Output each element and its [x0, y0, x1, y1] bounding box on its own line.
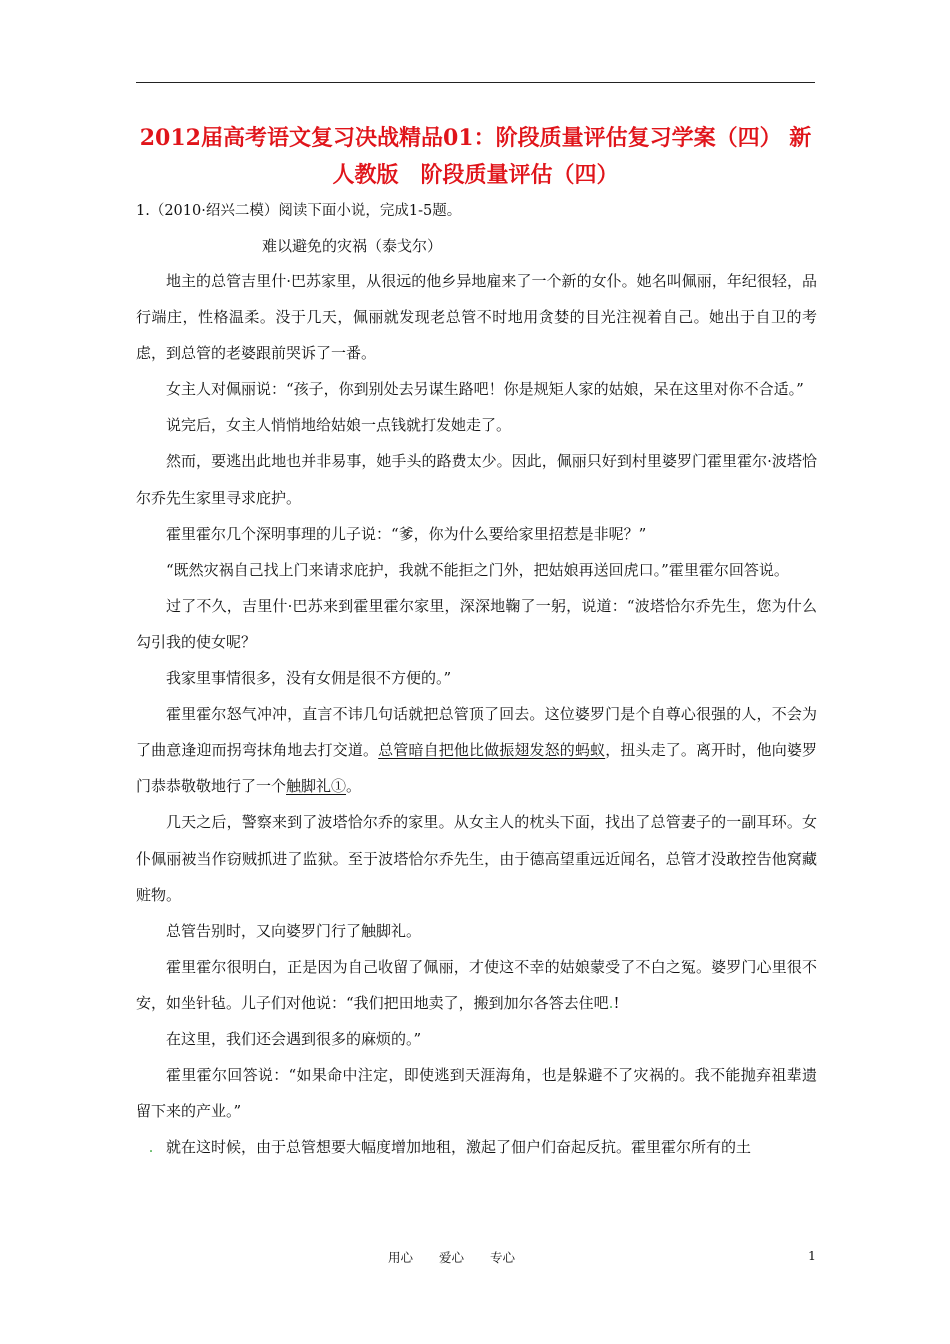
paragraph: “既然灾祸自己找上门来请求庇护，我就不能拒之门外，把姑娘再送回虎口。”霍里霍尔回答说。 — [166, 560, 789, 579]
green-dot-mark: . — [608, 993, 614, 1012]
paragraph — [136, 1129, 817, 1165]
story-title: 难以避免的灾祸（泰戈尔） — [262, 237, 443, 255]
paragraph — [136, 949, 817, 1021]
paragraph-text: 。 — [346, 777, 362, 796]
footer-motto-item: 专心 — [490, 1250, 516, 1265]
footer-motto-item: 用心 — [388, 1250, 414, 1265]
footer-motto-item: 爱心 — [439, 1250, 465, 1265]
paragraph: 霍里霍尔几个深明事理的儿子说：“爹，你为什么要给家里招惹是非呢？” — [166, 524, 647, 543]
paragraph: 在这里，我们还会遇到很多的麻烦的。” — [166, 1029, 422, 1048]
story-body — [136, 263, 817, 1165]
paragraph-text: 霍里霍尔很明白，正是因为自己收留了佩丽，才使这不幸的姑娘蒙受了不白之冤。婆罗门心里很不安，如坐针毡。儿子们对他说：“我们把田地卖了，搬到加尔各答去住吧 — [136, 957, 817, 1012]
footer-motto — [388, 1248, 541, 1266]
paragraph: 我家里事情很多，没有女佣是很不方便的。” — [166, 669, 452, 688]
green-dot-mark: . — [148, 1138, 154, 1157]
header-rule — [136, 82, 815, 83]
underlined-footnote-term: 触脚礼① — [286, 777, 347, 796]
paragraph: 霍里霍尔回答说：“如果命中注定，即使逃到天涯海角，也是躲避不了灾祸的。我不能抛弃祖辈遗留下来的产业。” — [136, 1066, 817, 1121]
paragraph: 女主人对佩丽说：“孩子，你到别处去另谋生路吧！你是规矩人家的姑娘，呆在这里对你不合适。” — [166, 380, 804, 399]
paragraph: 过了不久，吉里什·巴苏来到霍里霍尔家里，深深地鞠了一躬，说道：“波塔恰尔乔先生，您为什么勾引我的使女呢？ — [136, 596, 817, 651]
question-instruction: 1.（2010·绍兴二模）阅读下面小说，完成1-5题。 — [136, 203, 462, 219]
paragraph: 地主的总管吉里什·巴苏家里，从很远的他乡异地雇来了一个新的女仆。她名叫佩丽，年纪很轻，品行端庄，性格温柔。没于几天，佩丽就发现老总管不时地用贪婪的目光注视着自己。她出于自卫的考虑，到总管的老婆跟前哭诉了一番。 — [136, 272, 817, 363]
paragraph-underlined — [136, 696, 817, 804]
paragraph: 说完后，女主人悄悄地给姑娘一点钱就打发她走了。 — [166, 416, 512, 435]
paragraph-text: 霍里霍尔怒气冲冲，直言不讳几句话就把总管顶了回去。这位婆罗门是个自尊心很强的人，不会为了曲意逢迎而拐弯抹角地去打交道。 — [136, 705, 817, 760]
page-footer — [0, 1248, 950, 1268]
paragraph: 然而，要逃出此地也并非易事，她手头的路费太少。因此，佩丽只好到村里婆罗门霍里霍尔·波塔恰尔乔先生家里寻求庇护。 — [136, 452, 817, 507]
paragraph: 总管告别时，又向婆罗门行了触脚礼。 — [166, 921, 422, 940]
paragraph-text: 就在这时候，由于总管想要大幅度增加地租，激起了佃户们奋起反抗。霍里霍尔所有的土 — [166, 1138, 752, 1157]
paragraph-text: ，扭头走了。离开时，他向婆罗门恭恭敬敬地行了一个 — [136, 741, 817, 796]
paragraph: 几天之后，警察来到了波塔恰尔乔的家里。从女主人的枕头下面，找出了总管妻子的一副耳环。女仆佩丽被当作窃贼抓进了监狱。至于波塔恰尔乔先生，由于德高望重远近闻名，总管才没敢控告他窝藏赃物。 — [136, 813, 817, 904]
page-number: 1 — [808, 1248, 816, 1263]
paragraph-text: ! — [613, 993, 620, 1012]
document-title: 2012届高考语文复习决战精品01：阶段质量评估复习学案（四） 新人教版 阶段质量评估（四） — [139, 125, 812, 188]
underlined-sentence: 总管暗自把他比做振翅发怒的蚂蚁 — [378, 741, 606, 760]
